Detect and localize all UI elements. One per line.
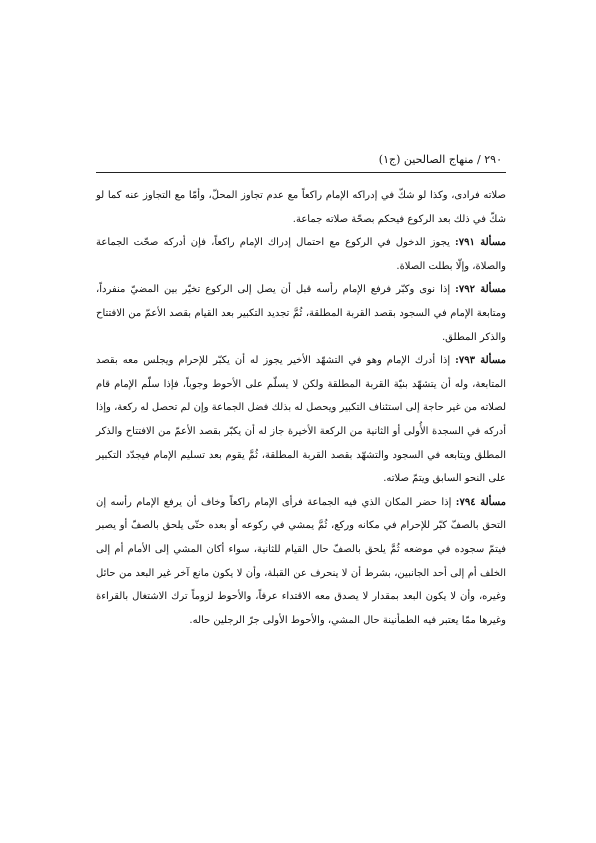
question-label: مسألة ٧٩٣: bbox=[455, 355, 506, 367]
paragraph-continuation bbox=[96, 184, 506, 231]
page-body bbox=[96, 184, 506, 632]
paragraph-masala-794 bbox=[96, 491, 506, 633]
paragraph-text: صلاته فرادى، وكذا لو شكّ في إدراكه الإمام راكعاً مع عدم تجاوز المحلّ، وأمّا مع التجاوز عنه كما لو شكّ في ذلك بعد الركوع فيحكم بصحّة صلاته جماعة. bbox=[96, 190, 506, 225]
paragraph-text: إذا حضر المكان الذي فيه الجماعة فرأى الإمام راكعاً وخاف أن يرفع الإمام رأسه إن التحق بالصفّ كبّر للإحرام في مكانه وركع، ثُمَّ يمشي في ركوعه أو بعده حتّى يلحق بالصفّ أو يصبر فيتمّ سجوده في موضعه ثُمَّ يلحق بالصفّ حال القيام للثانية، سواء أكان المشي إلى الأمام أم إلى الخلف أم إلى أحد الجانبين، بشرط أن لا ينحرف عن القبلة، وأن لا يكون مانع آخر غير البعد من حائل وغيره، وأن لا يكون البعد بمقدار لا يصدق معه الاقتداء عرفاً، والأحوط لزوماً ترك الاشتغال بالقراءة وغيرها ممّا يعتبر فيه الطمأنينة حال المشي، والأحوط الأولى جرّ الرجلين حاله. bbox=[96, 496, 506, 626]
running-head-text: ٢٩٠ / منهاج الصالحين (ج١) bbox=[378, 153, 502, 166]
paragraph-text: يجوز الدخول في الركوع مع احتمال إدراك الإمام راكعاً، فإن أدركه صحّت الجماعة والصلاة، وإلّا بطلت الصلاة. bbox=[96, 237, 506, 272]
running-header bbox=[96, 152, 506, 173]
question-label: مسألة ٧٩٤: bbox=[455, 496, 507, 508]
paragraph-text: إذا نوى وكبّر فرفع الإمام رأسه قبل أن يصل إلى الركوع تخيّر بين المضيّ منفرداً، ومتابعة الإمام في السجود بقصد القربة المطلقة، ثُمَّ تجديد التكبير بعد القيام بقصد الأعمّ من الافتتاح والذكر المطلق. bbox=[96, 284, 506, 343]
paragraph-masala-793 bbox=[96, 349, 506, 491]
paragraph-text: إذا أدرك الإمام وهو في التشهّد الأخير يجوز له أن يكبّر للإحرام ويجلس معه بقصد المتابعة، وله أن يتشهّد بنيّة القربة المطلقة ولكن لا يسلّم على الأحوط وجوباً، فإذا سلّم الإمام قام لصلاته من غير حاجة إلى استئناف التكبير ويحصل له بذلك فضل الجماعة وإن لم تحصل له ركعة، وإذا أدركه في السجدة الأُولى أو الثانية من الركعة الأخيرة جاز له أن يكبّر بقصد الأعمّ من الافتتاح والذكر المطلق ويتابعه في السجود والتشهّد بقصد القربة المطلقة، ثُمَّ يقوم بعد تسليم الإمام فيجدّد التكبير على النحو السابق ويتمّ صلاته. bbox=[96, 355, 506, 485]
question-label: مسألة ٧٩٢: bbox=[455, 284, 507, 296]
paragraph-masala-792 bbox=[96, 278, 506, 349]
paragraph-masala-791 bbox=[96, 231, 506, 278]
question-label: مسألة ٧٩١: bbox=[455, 237, 507, 249]
